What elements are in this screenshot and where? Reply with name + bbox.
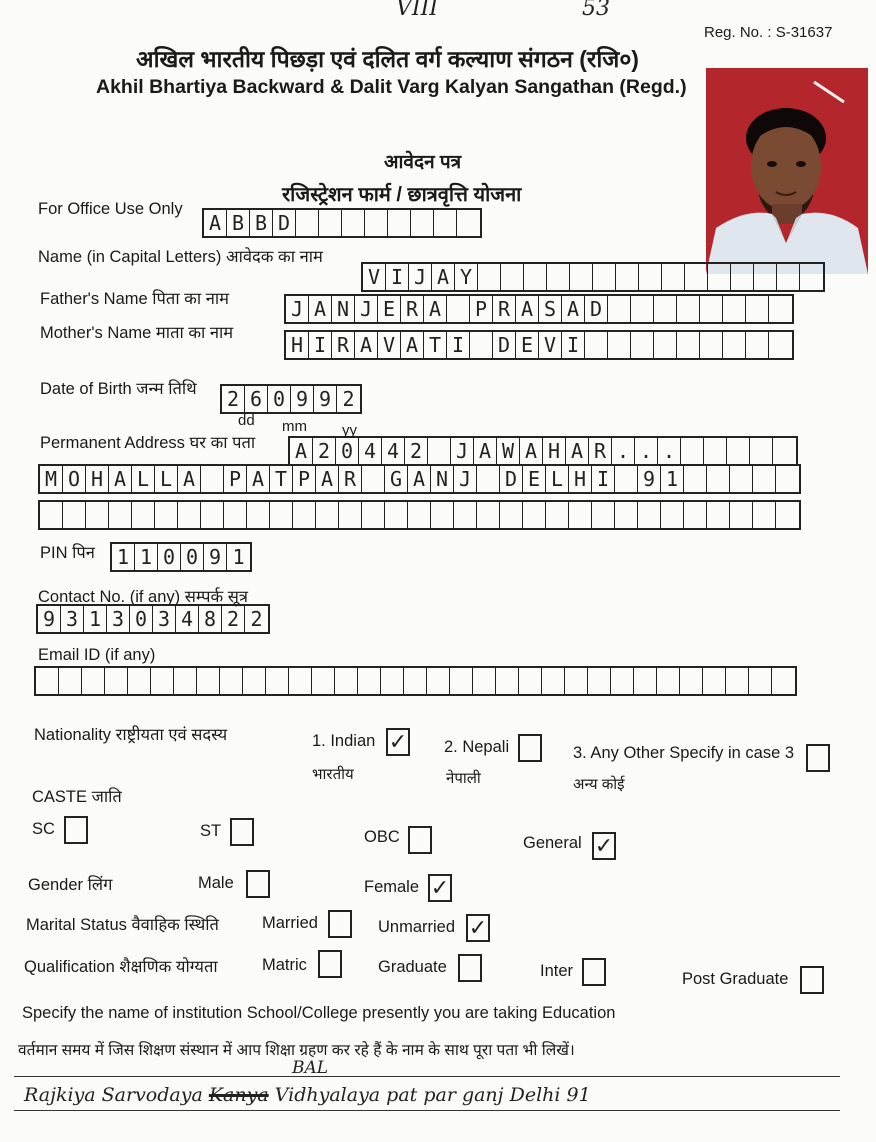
char-box[interactable]: 4 bbox=[382, 438, 405, 464]
char-box[interactable]: 3 bbox=[107, 606, 130, 632]
caste-obc-label: OBC bbox=[364, 828, 400, 846]
char-box[interactable]: A bbox=[247, 466, 270, 492]
char-box[interactable]: D bbox=[585, 296, 608, 322]
char-box[interactable]: D bbox=[273, 210, 296, 236]
char-box[interactable] bbox=[335, 668, 358, 694]
char-box[interactable]: A bbox=[424, 296, 447, 322]
char-box[interactable]: . bbox=[635, 438, 658, 464]
char-box[interactable]: M bbox=[40, 466, 63, 492]
char-box[interactable] bbox=[365, 210, 388, 236]
char-box[interactable]: R bbox=[332, 332, 355, 358]
char-box[interactable] bbox=[427, 668, 450, 694]
char-box[interactable] bbox=[450, 668, 473, 694]
char-box[interactable] bbox=[703, 668, 726, 694]
char-box[interactable]: V bbox=[363, 264, 386, 290]
office-use-boxes[interactable] bbox=[202, 208, 482, 238]
mother-name-boxes[interactable] bbox=[284, 330, 794, 360]
char-box[interactable] bbox=[243, 668, 266, 694]
char-box[interactable]: H bbox=[543, 438, 566, 464]
char-box[interactable]: 2 bbox=[342, 387, 355, 411]
char-box[interactable] bbox=[588, 668, 611, 694]
char-box[interactable] bbox=[800, 264, 823, 290]
char-box[interactable] bbox=[773, 438, 796, 464]
char-box[interactable] bbox=[501, 264, 524, 290]
qualification-post-graduate-checkbox[interactable] bbox=[800, 966, 824, 994]
pin-label: PIN पिन bbox=[40, 544, 95, 562]
char-box[interactable]: 4 bbox=[359, 438, 382, 464]
char-box[interactable]: . bbox=[612, 438, 635, 464]
char-box[interactable] bbox=[59, 668, 82, 694]
institution-name-part2: Vidhyalaya pat par ganj Delhi 91 bbox=[274, 1084, 591, 1106]
char-box[interactable]: 9 bbox=[38, 606, 61, 632]
char-box[interactable]: N bbox=[332, 296, 355, 322]
char-box[interactable] bbox=[681, 438, 704, 464]
char-box[interactable] bbox=[654, 296, 677, 322]
char-box[interactable] bbox=[727, 438, 750, 464]
char-box[interactable] bbox=[616, 264, 639, 290]
caste-label: CASTE जाति bbox=[32, 788, 122, 806]
char-box[interactable] bbox=[657, 668, 680, 694]
char-box[interactable]: 3 bbox=[153, 606, 176, 632]
father-name-label: Father's Name पिता का नाम bbox=[40, 290, 230, 308]
char-box[interactable]: 1 bbox=[232, 545, 245, 569]
char-box[interactable]: A bbox=[178, 466, 201, 492]
char-box[interactable] bbox=[447, 296, 470, 322]
office-use-label: For Office Use Only bbox=[38, 200, 183, 218]
char-box[interactable] bbox=[723, 332, 746, 358]
gender-male-checkbox[interactable] bbox=[246, 870, 270, 898]
char-box[interactable]: E bbox=[516, 332, 539, 358]
char-box[interactable]: 0 bbox=[158, 544, 181, 570]
char-box[interactable] bbox=[685, 264, 708, 290]
char-box[interactable]: H bbox=[569, 466, 592, 492]
char-box[interactable]: A bbox=[309, 296, 332, 322]
char-box[interactable] bbox=[547, 264, 570, 290]
char-box[interactable]: J bbox=[454, 466, 477, 492]
char-box[interactable]: I bbox=[447, 332, 470, 358]
char-box[interactable]: P bbox=[293, 466, 316, 492]
char-box[interactable] bbox=[726, 668, 749, 694]
father-name-boxes[interactable] bbox=[284, 294, 794, 324]
char-box[interactable] bbox=[289, 668, 312, 694]
char-box[interactable]: J bbox=[286, 296, 309, 322]
char-box[interactable]: N bbox=[431, 466, 454, 492]
char-box[interactable] bbox=[381, 668, 404, 694]
marital-unmarried-checkbox[interactable]: ✓ bbox=[466, 914, 490, 942]
marital-unmarried-label: Unmarried bbox=[378, 918, 456, 936]
char-box[interactable]: A bbox=[566, 438, 589, 464]
char-box[interactable] bbox=[750, 438, 773, 464]
char-box[interactable] bbox=[40, 502, 63, 528]
char-box[interactable]: . bbox=[658, 438, 681, 464]
char-box[interactable]: H bbox=[286, 332, 309, 358]
annotation-number: 53 bbox=[582, 0, 610, 21]
char-box[interactable] bbox=[109, 502, 132, 528]
char-box[interactable] bbox=[388, 210, 411, 236]
char-box[interactable] bbox=[296, 210, 319, 236]
char-box[interactable]: V bbox=[378, 332, 401, 358]
char-box[interactable]: 1 bbox=[661, 466, 684, 492]
char-box[interactable] bbox=[631, 296, 654, 322]
char-box[interactable] bbox=[680, 668, 703, 694]
nationality-indian-label: 1. Indian bbox=[312, 732, 376, 750]
char-box[interactable] bbox=[82, 668, 105, 694]
char-box[interactable] bbox=[707, 466, 730, 492]
nationality-nepali-hindi: नेपाली bbox=[446, 770, 481, 787]
pin-boxes[interactable] bbox=[110, 542, 252, 572]
char-box[interactable]: A bbox=[290, 438, 313, 464]
char-box[interactable] bbox=[408, 502, 431, 528]
contact-boxes[interactable] bbox=[36, 604, 270, 634]
char-box[interactable] bbox=[404, 668, 427, 694]
char-box[interactable]: 8 bbox=[199, 606, 222, 632]
char-box[interactable]: 0 bbox=[181, 544, 204, 570]
char-box[interactable] bbox=[634, 668, 657, 694]
marital-label: Marital Status वैवाहिक स्थिति bbox=[26, 916, 219, 934]
reg-number: Reg. No. : S-31637 bbox=[704, 24, 833, 41]
qualification-post-graduate-label: Post Graduate bbox=[682, 970, 789, 988]
dob-unit-yy: yy bbox=[342, 422, 357, 439]
org-name-hindi: अखिल भारतीय पिछड़ा एवं दलित वर्ग कल्याण संगठन (रजि०) bbox=[136, 46, 639, 72]
char-box[interactable]: R bbox=[339, 466, 362, 492]
char-box[interactable]: L bbox=[132, 466, 155, 492]
address-line1-boxes[interactable] bbox=[288, 436, 798, 466]
char-box[interactable] bbox=[585, 332, 608, 358]
char-box[interactable] bbox=[362, 466, 385, 492]
char-box[interactable] bbox=[638, 502, 661, 528]
applicant-photo bbox=[706, 68, 868, 274]
char-box[interactable] bbox=[570, 264, 593, 290]
char-box[interactable]: 2 bbox=[313, 438, 336, 464]
char-box[interactable] bbox=[749, 668, 772, 694]
char-box[interactable]: 9 bbox=[291, 386, 314, 412]
caste-general-checkbox[interactable]: ✓ bbox=[592, 832, 616, 860]
char-box[interactable] bbox=[342, 210, 365, 236]
char-box[interactable] bbox=[754, 264, 777, 290]
nationality-other-checkbox[interactable] bbox=[806, 744, 830, 772]
gender-male-label: Male bbox=[198, 874, 234, 892]
char-box[interactable]: J bbox=[409, 264, 432, 290]
char-box[interactable] bbox=[615, 466, 638, 492]
org-name-english: Akhil Bhartiya Backward & Dalit Varg Kalyan Sangathan (Regd.) bbox=[96, 76, 687, 98]
char-box[interactable] bbox=[339, 502, 362, 528]
char-box[interactable]: J bbox=[451, 438, 474, 464]
char-box[interactable] bbox=[704, 438, 727, 464]
char-box[interactable] bbox=[155, 502, 178, 528]
char-box[interactable] bbox=[708, 264, 731, 290]
char-box[interactable] bbox=[723, 296, 746, 322]
char-box[interactable] bbox=[753, 502, 776, 528]
char-box[interactable]: 1 bbox=[135, 544, 158, 570]
char-box[interactable] bbox=[542, 668, 565, 694]
char-box[interactable] bbox=[477, 502, 500, 528]
char-box[interactable]: E bbox=[378, 296, 401, 322]
char-box[interactable]: L bbox=[155, 466, 178, 492]
char-box[interactable]: W bbox=[497, 438, 520, 464]
char-box[interactable] bbox=[661, 502, 684, 528]
char-box[interactable]: P bbox=[470, 296, 493, 322]
char-box[interactable] bbox=[473, 668, 496, 694]
char-box[interactable]: H bbox=[86, 466, 109, 492]
char-box[interactable]: D bbox=[500, 466, 523, 492]
char-box[interactable]: 1 bbox=[84, 606, 107, 632]
caste-sc-checkbox[interactable] bbox=[64, 816, 88, 844]
char-box[interactable] bbox=[730, 466, 753, 492]
char-box[interactable] bbox=[86, 502, 109, 528]
char-box[interactable]: Y bbox=[455, 264, 478, 290]
char-box[interactable]: R bbox=[493, 296, 516, 322]
char-box[interactable]: I bbox=[592, 466, 615, 492]
email-label: Email ID (if any) bbox=[38, 646, 156, 664]
char-box[interactable] bbox=[411, 210, 434, 236]
qualification-matric-checkbox[interactable] bbox=[318, 950, 342, 978]
char-box[interactable] bbox=[524, 264, 547, 290]
char-box[interactable] bbox=[431, 502, 454, 528]
char-box[interactable]: R bbox=[589, 438, 612, 464]
char-box[interactable] bbox=[312, 668, 335, 694]
char-box[interactable] bbox=[769, 296, 792, 322]
char-box[interactable] bbox=[362, 502, 385, 528]
char-box[interactable]: 9 bbox=[638, 466, 661, 492]
char-box[interactable]: A bbox=[516, 296, 539, 322]
char-box[interactable] bbox=[639, 264, 662, 290]
nationality-label: Nationality राष्ट्रीयता एवं सदस्य bbox=[34, 726, 228, 744]
char-box[interactable] bbox=[631, 332, 654, 358]
char-box[interactable]: E bbox=[523, 466, 546, 492]
char-box[interactable] bbox=[769, 332, 792, 358]
char-box[interactable] bbox=[608, 332, 631, 358]
char-box[interactable] bbox=[615, 502, 638, 528]
char-box[interactable] bbox=[36, 668, 59, 694]
char-box[interactable]: 2 bbox=[222, 606, 245, 632]
nationality-nepali-checkbox[interactable] bbox=[518, 734, 542, 762]
char-box[interactable] bbox=[220, 668, 243, 694]
char-box[interactable] bbox=[434, 210, 457, 236]
char-box[interactable] bbox=[730, 502, 753, 528]
char-box[interactable] bbox=[174, 668, 197, 694]
char-box[interactable]: A bbox=[355, 332, 378, 358]
institution-name-part1: Rajkiya Sarvodaya bbox=[24, 1084, 203, 1106]
char-box[interactable] bbox=[201, 466, 224, 492]
char-box[interactable] bbox=[700, 296, 723, 322]
char-box[interactable]: A bbox=[204, 210, 227, 236]
char-box[interactable]: 2 bbox=[405, 438, 428, 464]
char-box[interactable]: 0 bbox=[336, 438, 359, 464]
caste-obc-checkbox[interactable] bbox=[408, 826, 432, 854]
char-box[interactable] bbox=[523, 502, 546, 528]
institution-instruction-en: Specify the name of institution School/College presently you are taking Education bbox=[22, 1004, 616, 1022]
char-box[interactable] bbox=[270, 502, 293, 528]
char-box[interactable]: I bbox=[562, 332, 585, 358]
name-label: Name (in Capital Letters) आवेदक का नाम bbox=[38, 248, 323, 266]
institution-handwritten[interactable] bbox=[24, 1084, 591, 1106]
dob-boxes[interactable] bbox=[220, 384, 362, 414]
char-box[interactable]: D bbox=[493, 332, 516, 358]
char-box[interactable] bbox=[519, 668, 542, 694]
char-box[interactable]: G bbox=[385, 466, 408, 492]
char-box[interactable] bbox=[478, 264, 501, 290]
char-box[interactable]: A bbox=[316, 466, 339, 492]
char-box[interactable]: A bbox=[109, 466, 132, 492]
char-box[interactable]: 0 bbox=[268, 386, 291, 412]
char-box[interactable]: I bbox=[309, 332, 332, 358]
char-box[interactable] bbox=[608, 296, 631, 322]
char-box[interactable]: J bbox=[355, 296, 378, 322]
caste-sc-label: SC bbox=[32, 820, 55, 838]
qualification-matric-label: Matric bbox=[262, 956, 307, 974]
caste-general-label: General bbox=[523, 834, 582, 852]
char-box[interactable] bbox=[358, 668, 381, 694]
address-line2-boxes[interactable] bbox=[38, 464, 801, 494]
photo-image bbox=[706, 68, 868, 274]
char-box[interactable] bbox=[546, 502, 569, 528]
char-box[interactable] bbox=[772, 668, 795, 694]
char-box[interactable] bbox=[470, 332, 493, 358]
dob-label: Date of Birth जन्म तिथि bbox=[40, 380, 197, 398]
char-box[interactable] bbox=[684, 466, 707, 492]
char-box[interactable] bbox=[178, 502, 201, 528]
char-box[interactable]: A bbox=[401, 332, 424, 358]
char-box[interactable]: 0 bbox=[130, 606, 153, 632]
char-box[interactable]: 4 bbox=[176, 606, 199, 632]
char-box[interactable]: 2 bbox=[250, 607, 263, 631]
char-box[interactable]: 1 bbox=[112, 544, 135, 570]
gender-female-label: Female bbox=[364, 878, 420, 896]
annotation-class: VIII bbox=[396, 0, 438, 21]
char-box[interactable]: A bbox=[432, 264, 455, 290]
qualification-label: Qualification शैक्षणिक योग्यता bbox=[24, 958, 218, 976]
qualification-graduate-checkbox[interactable] bbox=[458, 954, 482, 982]
char-box[interactable] bbox=[224, 502, 247, 528]
char-box[interactable]: V bbox=[539, 332, 562, 358]
char-box[interactable] bbox=[700, 332, 723, 358]
form-title: आवेदन पत्र bbox=[384, 152, 462, 173]
mother-name-label: Mother's Name माता का नाम bbox=[40, 324, 234, 342]
char-box[interactable] bbox=[247, 502, 270, 528]
char-box[interactable] bbox=[776, 466, 799, 492]
gender-label: Gender लिंग bbox=[28, 876, 113, 894]
char-box[interactable] bbox=[319, 210, 342, 236]
qualification-inter-checkbox[interactable] bbox=[582, 958, 606, 986]
char-box[interactable] bbox=[477, 466, 500, 492]
char-box[interactable] bbox=[197, 668, 220, 694]
char-box[interactable] bbox=[293, 502, 316, 528]
char-box[interactable] bbox=[128, 668, 151, 694]
char-box[interactable] bbox=[457, 210, 480, 236]
char-box[interactable] bbox=[707, 502, 730, 528]
nationality-nepali-label: 2. Nepali bbox=[444, 738, 510, 756]
char-box[interactable] bbox=[105, 668, 128, 694]
char-box[interactable] bbox=[677, 296, 700, 322]
address-line3-boxes[interactable] bbox=[38, 500, 801, 530]
char-box[interactable] bbox=[662, 264, 685, 290]
char-box[interactable] bbox=[654, 332, 677, 358]
char-box[interactable] bbox=[496, 668, 519, 694]
address-label: Permanent Address घर का पता bbox=[40, 434, 256, 452]
char-box[interactable] bbox=[753, 466, 776, 492]
char-box[interactable] bbox=[611, 668, 634, 694]
char-box[interactable] bbox=[151, 668, 174, 694]
marital-married-label: Married bbox=[262, 914, 318, 932]
char-box[interactable]: B bbox=[227, 210, 250, 236]
char-box[interactable]: A bbox=[408, 466, 431, 492]
char-box[interactable]: L bbox=[546, 466, 569, 492]
char-box[interactable]: 9 bbox=[314, 386, 337, 412]
name-boxes[interactable] bbox=[361, 262, 825, 292]
marital-married-checkbox[interactable] bbox=[328, 910, 352, 938]
contact-label: Contact No. (if any) सम्पर्क सूत्र bbox=[38, 588, 249, 606]
char-box[interactable]: 2 bbox=[222, 386, 245, 412]
char-box[interactable]: S bbox=[539, 296, 562, 322]
dob-unit-dd: dd bbox=[238, 412, 255, 429]
char-box[interactable]: T bbox=[270, 466, 293, 492]
char-box[interactable]: 9 bbox=[204, 544, 227, 570]
char-box[interactable] bbox=[684, 502, 707, 528]
nationality-indian-hindi: भारतीय bbox=[312, 766, 354, 783]
char-box[interactable] bbox=[731, 264, 754, 290]
char-box[interactable]: A bbox=[474, 438, 497, 464]
email-boxes[interactable] bbox=[34, 666, 797, 696]
form-subtitle: रजिस्ट्रेशन फार्म / छात्रवृत्ति योजना bbox=[282, 184, 522, 206]
institution-line-2 bbox=[14, 1110, 840, 1111]
char-box[interactable] bbox=[677, 332, 700, 358]
char-box[interactable] bbox=[746, 296, 769, 322]
char-box[interactable]: B bbox=[250, 210, 273, 236]
char-box[interactable] bbox=[132, 502, 155, 528]
nationality-other-hindi: अन्य कोई bbox=[573, 776, 625, 793]
char-box[interactable] bbox=[316, 502, 339, 528]
dob-unit-mm: mm bbox=[282, 418, 307, 435]
institution-struck-word: Kanya bbox=[208, 1084, 269, 1106]
char-box[interactable]: 6 bbox=[245, 386, 268, 412]
gender-female-checkbox[interactable]: ✓ bbox=[428, 874, 452, 902]
char-box[interactable]: A bbox=[520, 438, 543, 464]
char-box[interactable] bbox=[63, 502, 86, 528]
caste-st-label: ST bbox=[200, 822, 222, 840]
qualification-inter-label: Inter bbox=[540, 962, 574, 980]
char-box[interactable] bbox=[776, 502, 799, 528]
institution-line-1 bbox=[14, 1076, 840, 1077]
char-box[interactable] bbox=[569, 502, 592, 528]
char-box[interactable] bbox=[565, 668, 588, 694]
institution-insert-text: BAL bbox=[292, 1058, 329, 1078]
qualification-graduate-label: Graduate bbox=[378, 958, 447, 976]
char-box[interactable]: P bbox=[224, 466, 247, 492]
char-box[interactable] bbox=[385, 502, 408, 528]
caste-st-checkbox[interactable] bbox=[230, 818, 254, 846]
nationality-other-label: 3. Any Other Specify in case 3 bbox=[573, 744, 795, 762]
char-box[interactable]: I bbox=[386, 264, 409, 290]
char-box[interactable] bbox=[746, 332, 769, 358]
char-box[interactable] bbox=[777, 264, 800, 290]
char-box[interactable] bbox=[454, 502, 477, 528]
char-box[interactable]: T bbox=[424, 332, 447, 358]
char-box[interactable]: O bbox=[63, 466, 86, 492]
char-box[interactable] bbox=[266, 668, 289, 694]
char-box[interactable] bbox=[593, 264, 616, 290]
char-box[interactable]: 3 bbox=[61, 606, 84, 632]
char-box[interactable] bbox=[592, 502, 615, 528]
char-box[interactable] bbox=[201, 502, 224, 528]
char-box[interactable]: A bbox=[562, 296, 585, 322]
institution-instruction-hi: वर्तमान समय में जिस शिक्षण संस्थान में आप शिक्षा ग्रहण कर रहे हैं के नाम के साथ पूरा पता भी लिखें। bbox=[18, 1042, 575, 1059]
char-box[interactable] bbox=[500, 502, 523, 528]
nationality-indian-checkbox[interactable]: ✓ bbox=[386, 728, 410, 756]
char-box[interactable]: R bbox=[401, 296, 424, 322]
char-box[interactable] bbox=[428, 438, 451, 464]
